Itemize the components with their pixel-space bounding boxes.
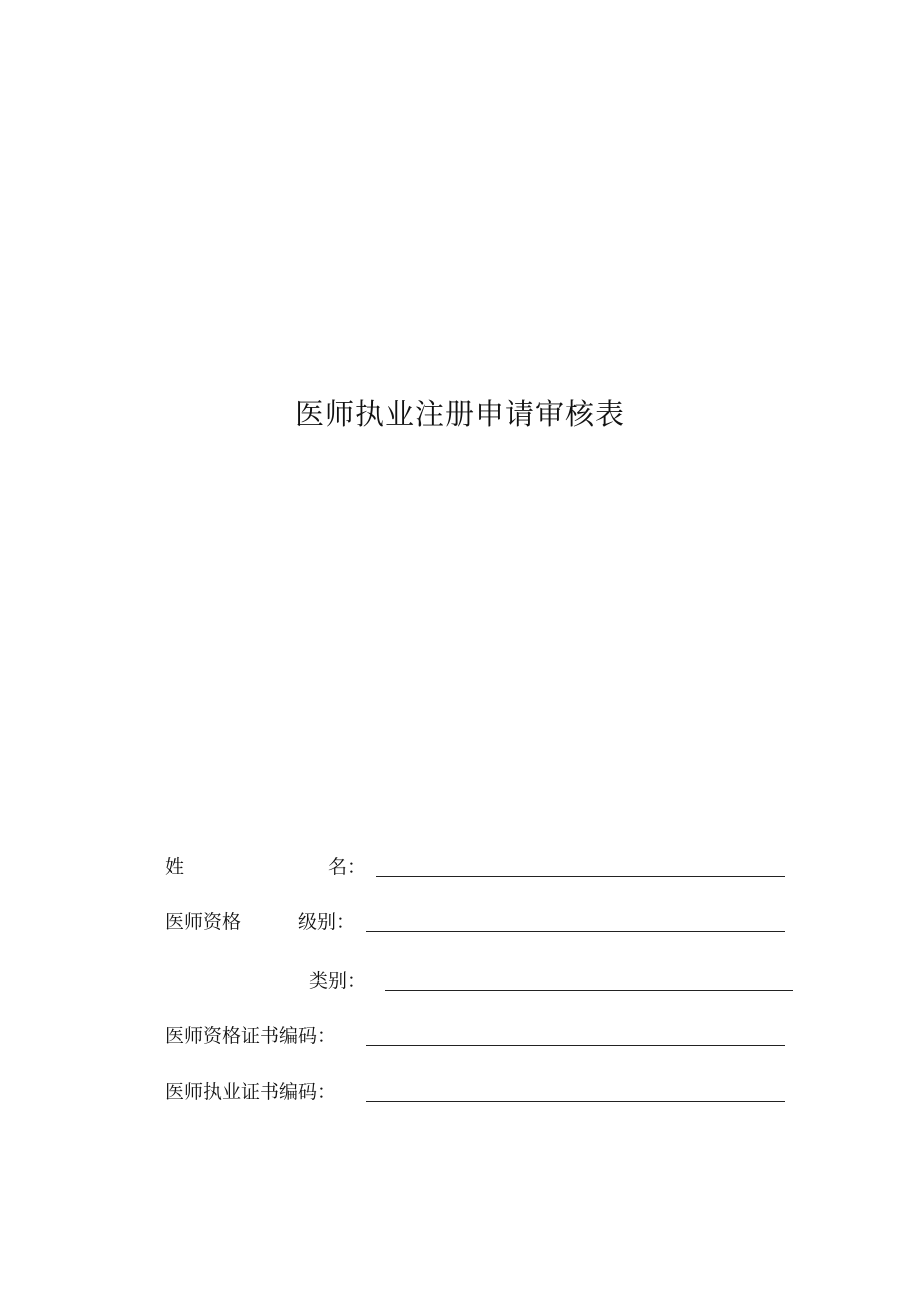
- practice-cert-row: [165, 1077, 795, 1107]
- level-label: 级别：: [298, 911, 356, 933]
- category-input-line[interactable]: [385, 990, 793, 991]
- name-input-line[interactable]: [376, 876, 785, 877]
- category-label: 类别：: [309, 970, 367, 992]
- category-row: [165, 966, 795, 996]
- qualification-label: 医师资格: [165, 911, 242, 933]
- qualification-level-row: [165, 907, 795, 937]
- name-label-char2: 名：: [328, 856, 367, 878]
- qualification-cert-row: [165, 1021, 795, 1051]
- name-label-char1: 姓: [165, 856, 185, 878]
- level-input-line[interactable]: [366, 931, 785, 932]
- document-title: 医师执业注册申请审核表: [294, 397, 625, 431]
- qualification-cert-input-line[interactable]: [366, 1045, 785, 1046]
- name-field-row: [165, 852, 795, 882]
- qualification-cert-label: 医师资格证书编码：: [165, 1025, 337, 1047]
- practice-cert-label: 医师执业证书编码：: [165, 1081, 337, 1103]
- practice-cert-input-line[interactable]: [366, 1101, 785, 1102]
